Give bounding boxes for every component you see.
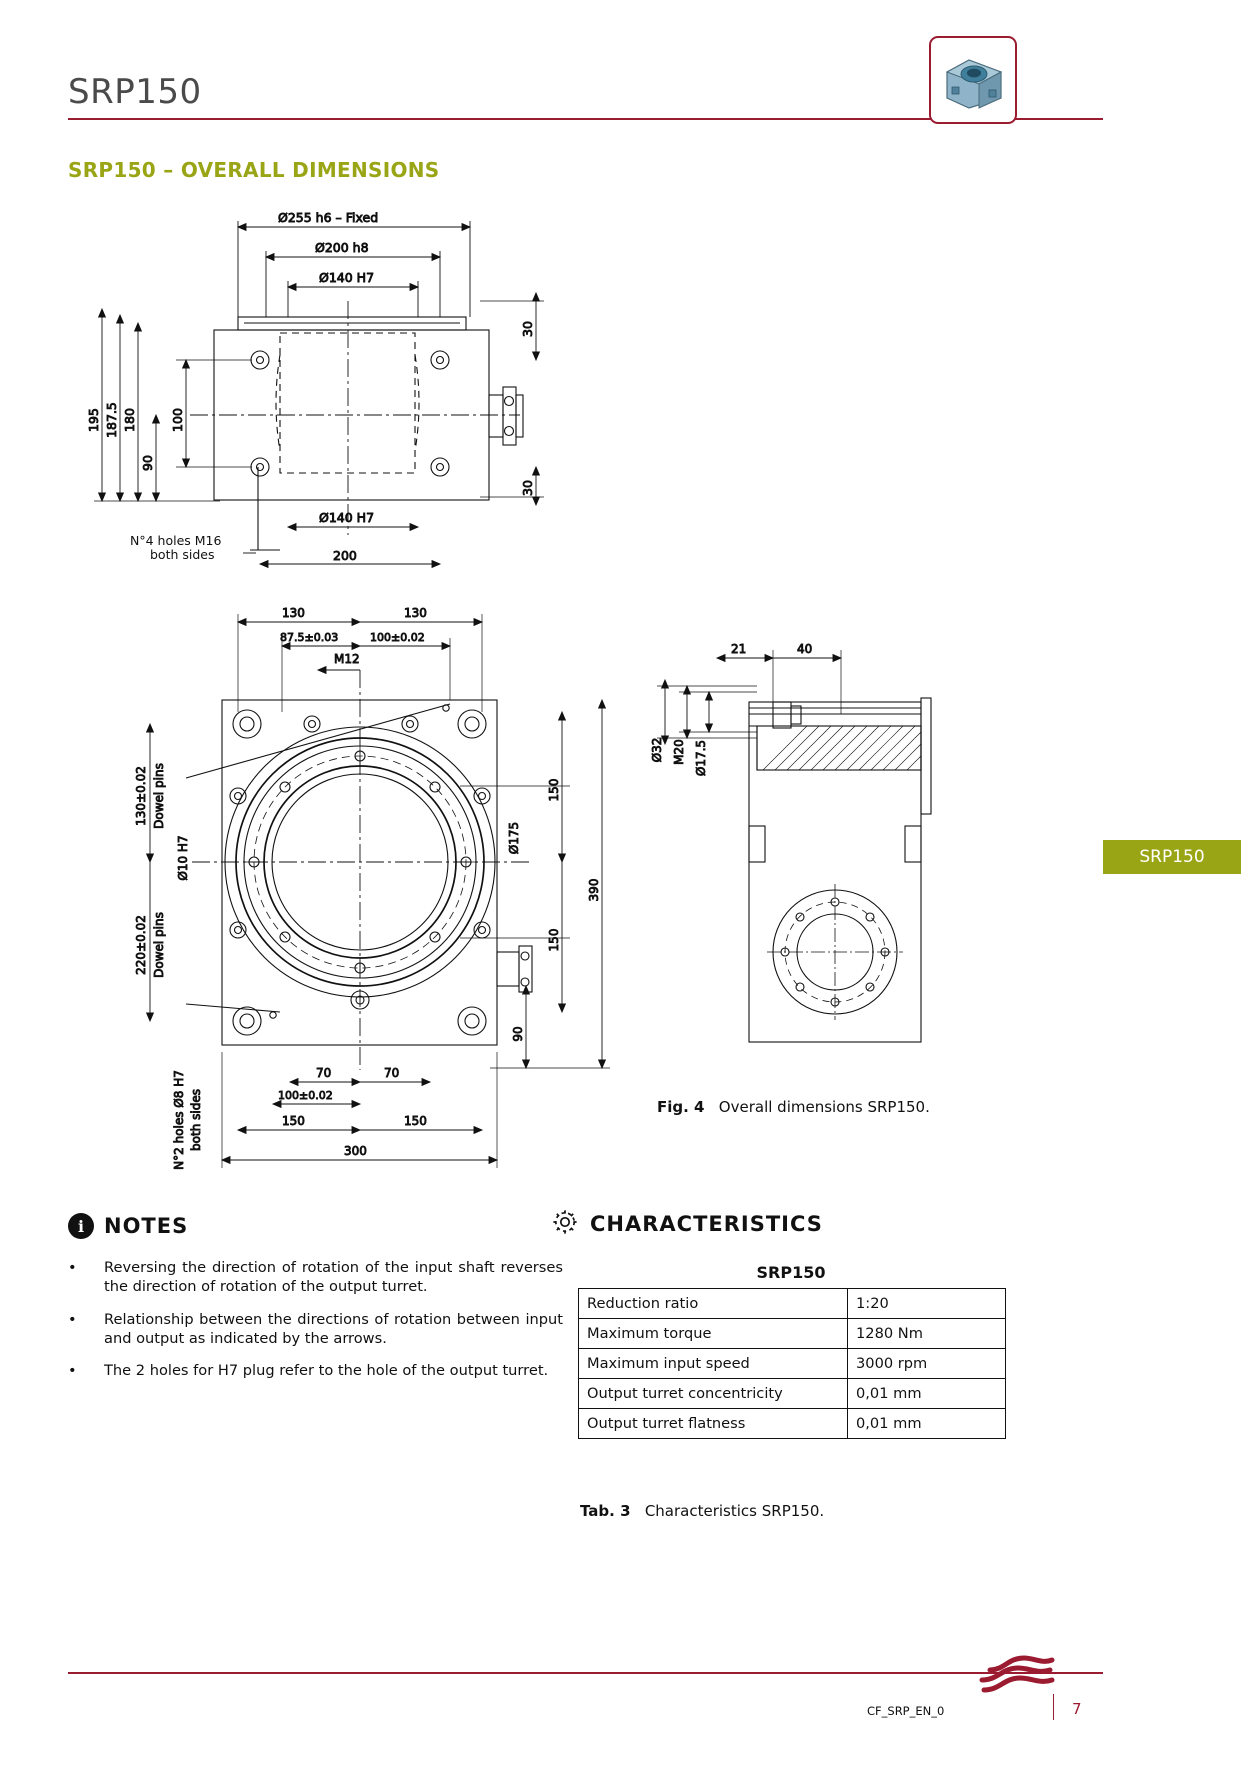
dim-390: 390: [587, 878, 601, 902]
bullet-icon: •: [68, 1362, 77, 1379]
note-text: Reversing the direction of rotation of the input shaft reverses the direction of rotation of the output turret.: [104, 1259, 563, 1296]
dim-d200: Ø200 h8: [315, 240, 369, 255]
dim-21: 21: [731, 642, 747, 656]
dim-130-tol: 130±0.02: [134, 766, 148, 826]
drawing-top-view: [130, 600, 720, 1200]
bullet-icon: •: [68, 1259, 77, 1276]
dim-300: 300: [344, 1144, 367, 1158]
dim-220-tol: 220±0.02: [134, 915, 148, 975]
table-caption-label: Tab. 3: [580, 1502, 631, 1520]
info-icon: i: [68, 1213, 94, 1239]
dim-d17-5: Ø17.5: [694, 739, 708, 777]
note-4-holes-line1: N°4 holes M16: [130, 533, 222, 548]
section-title: SRP150 – OVERALL DIMENSIONS: [68, 158, 440, 182]
dim-70-right: 70: [384, 1066, 400, 1080]
figure-caption: [657, 1098, 930, 1116]
dim-d255: Ø255 h6 – Fixed: [278, 210, 379, 225]
table-cell-key: Output turret flatness: [579, 1409, 848, 1439]
dim-40: 40: [797, 642, 813, 656]
dim-30-bottom: 30: [520, 480, 535, 496]
dim-d10-h7: Ø10 H7: [176, 835, 190, 881]
product-thumbnail-icon: [929, 36, 1017, 124]
characteristics-title: CHARACTERISTICS: [590, 1212, 823, 1236]
dim-m20: M20: [672, 739, 686, 765]
company-logo-icon: [968, 1640, 1064, 1700]
characteristics-header: [551, 1208, 823, 1240]
table-cell-value: 1:20: [848, 1289, 1006, 1319]
label-dowel-pins-1: Dowel pins: [152, 763, 166, 829]
table-caption-text: Characteristics SRP150.: [644, 1502, 825, 1520]
label-dowel-pins-2: Dowel pins: [152, 912, 166, 978]
figure-text: Overall dimensions SRP150.: [718, 1098, 930, 1116]
dim-100-bottom: 100±0.02: [278, 1089, 333, 1102]
table-cell-key: Output turret concentricity: [579, 1379, 848, 1409]
dim-d32: Ø32: [650, 737, 664, 763]
dim-d140-top: Ø140 H7: [319, 270, 375, 285]
table-cell-key: Maximum input speed: [579, 1349, 848, 1379]
side-tab-label: SRP150: [1139, 847, 1205, 867]
dim-200: 200: [333, 548, 357, 563]
dim-90: 90: [140, 455, 155, 471]
table-cell-value: 1280 Nm: [848, 1319, 1006, 1349]
note-text: Relationship between the directions of rotation between input and output as indicated by the arrows.: [104, 1310, 563, 1347]
note-4-holes-line2: both sides: [150, 547, 215, 562]
drawing-side-view: [645, 640, 975, 1080]
gear-icon: [551, 1208, 579, 1240]
dim-87-5: 87.5±0.03: [280, 631, 339, 644]
dim-90-top-view: 90: [511, 1026, 525, 1042]
dim-100: 100: [170, 408, 185, 432]
notes-header: [68, 1213, 188, 1239]
dim-d175: Ø175: [507, 821, 521, 855]
note-text: The 2 holes for H7 plug refer to the hole of the output turret.: [104, 1362, 549, 1379]
table-cell-key: Reduction ratio: [579, 1289, 848, 1319]
table-cell-value: 0,01 mm: [848, 1379, 1006, 1409]
table-row: [579, 1379, 1006, 1409]
dim-d140-bottom: Ø140 H7: [319, 510, 375, 525]
table-row: [579, 1349, 1006, 1379]
dim-130-left: 130: [282, 606, 305, 620]
dim-180: 180: [122, 408, 137, 432]
list-item: [68, 1310, 563, 1349]
dim-150-b-left: 150: [282, 1114, 305, 1128]
footer-divider: [68, 1672, 1103, 1674]
table-caption: [580, 1502, 824, 1520]
dim-187-5: 187.5: [104, 402, 119, 438]
dim-70-left: 70: [316, 1066, 332, 1080]
list-item: [68, 1361, 563, 1380]
dim-30-top: 30: [520, 321, 535, 337]
footer-separator: [1053, 1694, 1054, 1720]
table-row: [579, 1319, 1006, 1349]
dim-100-top: 100±0.02: [370, 631, 425, 644]
note-2-holes: N°2 holes Ø8 H7: [172, 1070, 186, 1170]
drawing-front-view: [80, 205, 640, 595]
side-tab-srp150: [1103, 840, 1241, 874]
table-cell-value: 3000 rpm: [848, 1349, 1006, 1379]
footer-page-number: 7: [1072, 1700, 1082, 1718]
table-cell-key: Maximum torque: [579, 1319, 848, 1349]
label-m12: M12: [334, 652, 360, 666]
figure-label: Fig. 4: [657, 1098, 705, 1116]
dim-195: 195: [86, 408, 101, 432]
notes-list: [68, 1258, 563, 1393]
table-row: [579, 1289, 1006, 1319]
dim-150-lower: 150: [547, 928, 561, 952]
footer-doc-code: CF_SRP_EN_0: [867, 1704, 945, 1718]
list-item: [68, 1258, 563, 1297]
page-header-title: SRP150: [68, 72, 202, 112]
dim-130-right: 130: [404, 606, 427, 620]
table-row: [579, 1409, 1006, 1439]
table-cell-value: 0,01 mm: [848, 1409, 1006, 1439]
bullet-icon: •: [68, 1310, 77, 1328]
notes-title: NOTES: [104, 1214, 189, 1238]
characteristics-table: [578, 1288, 1006, 1439]
dim-150-upper: 150: [547, 778, 561, 802]
characteristics-table-title: SRP150: [756, 1263, 826, 1282]
note-both-sides: both sides: [189, 1089, 203, 1151]
dim-150-b-right: 150: [404, 1114, 427, 1128]
